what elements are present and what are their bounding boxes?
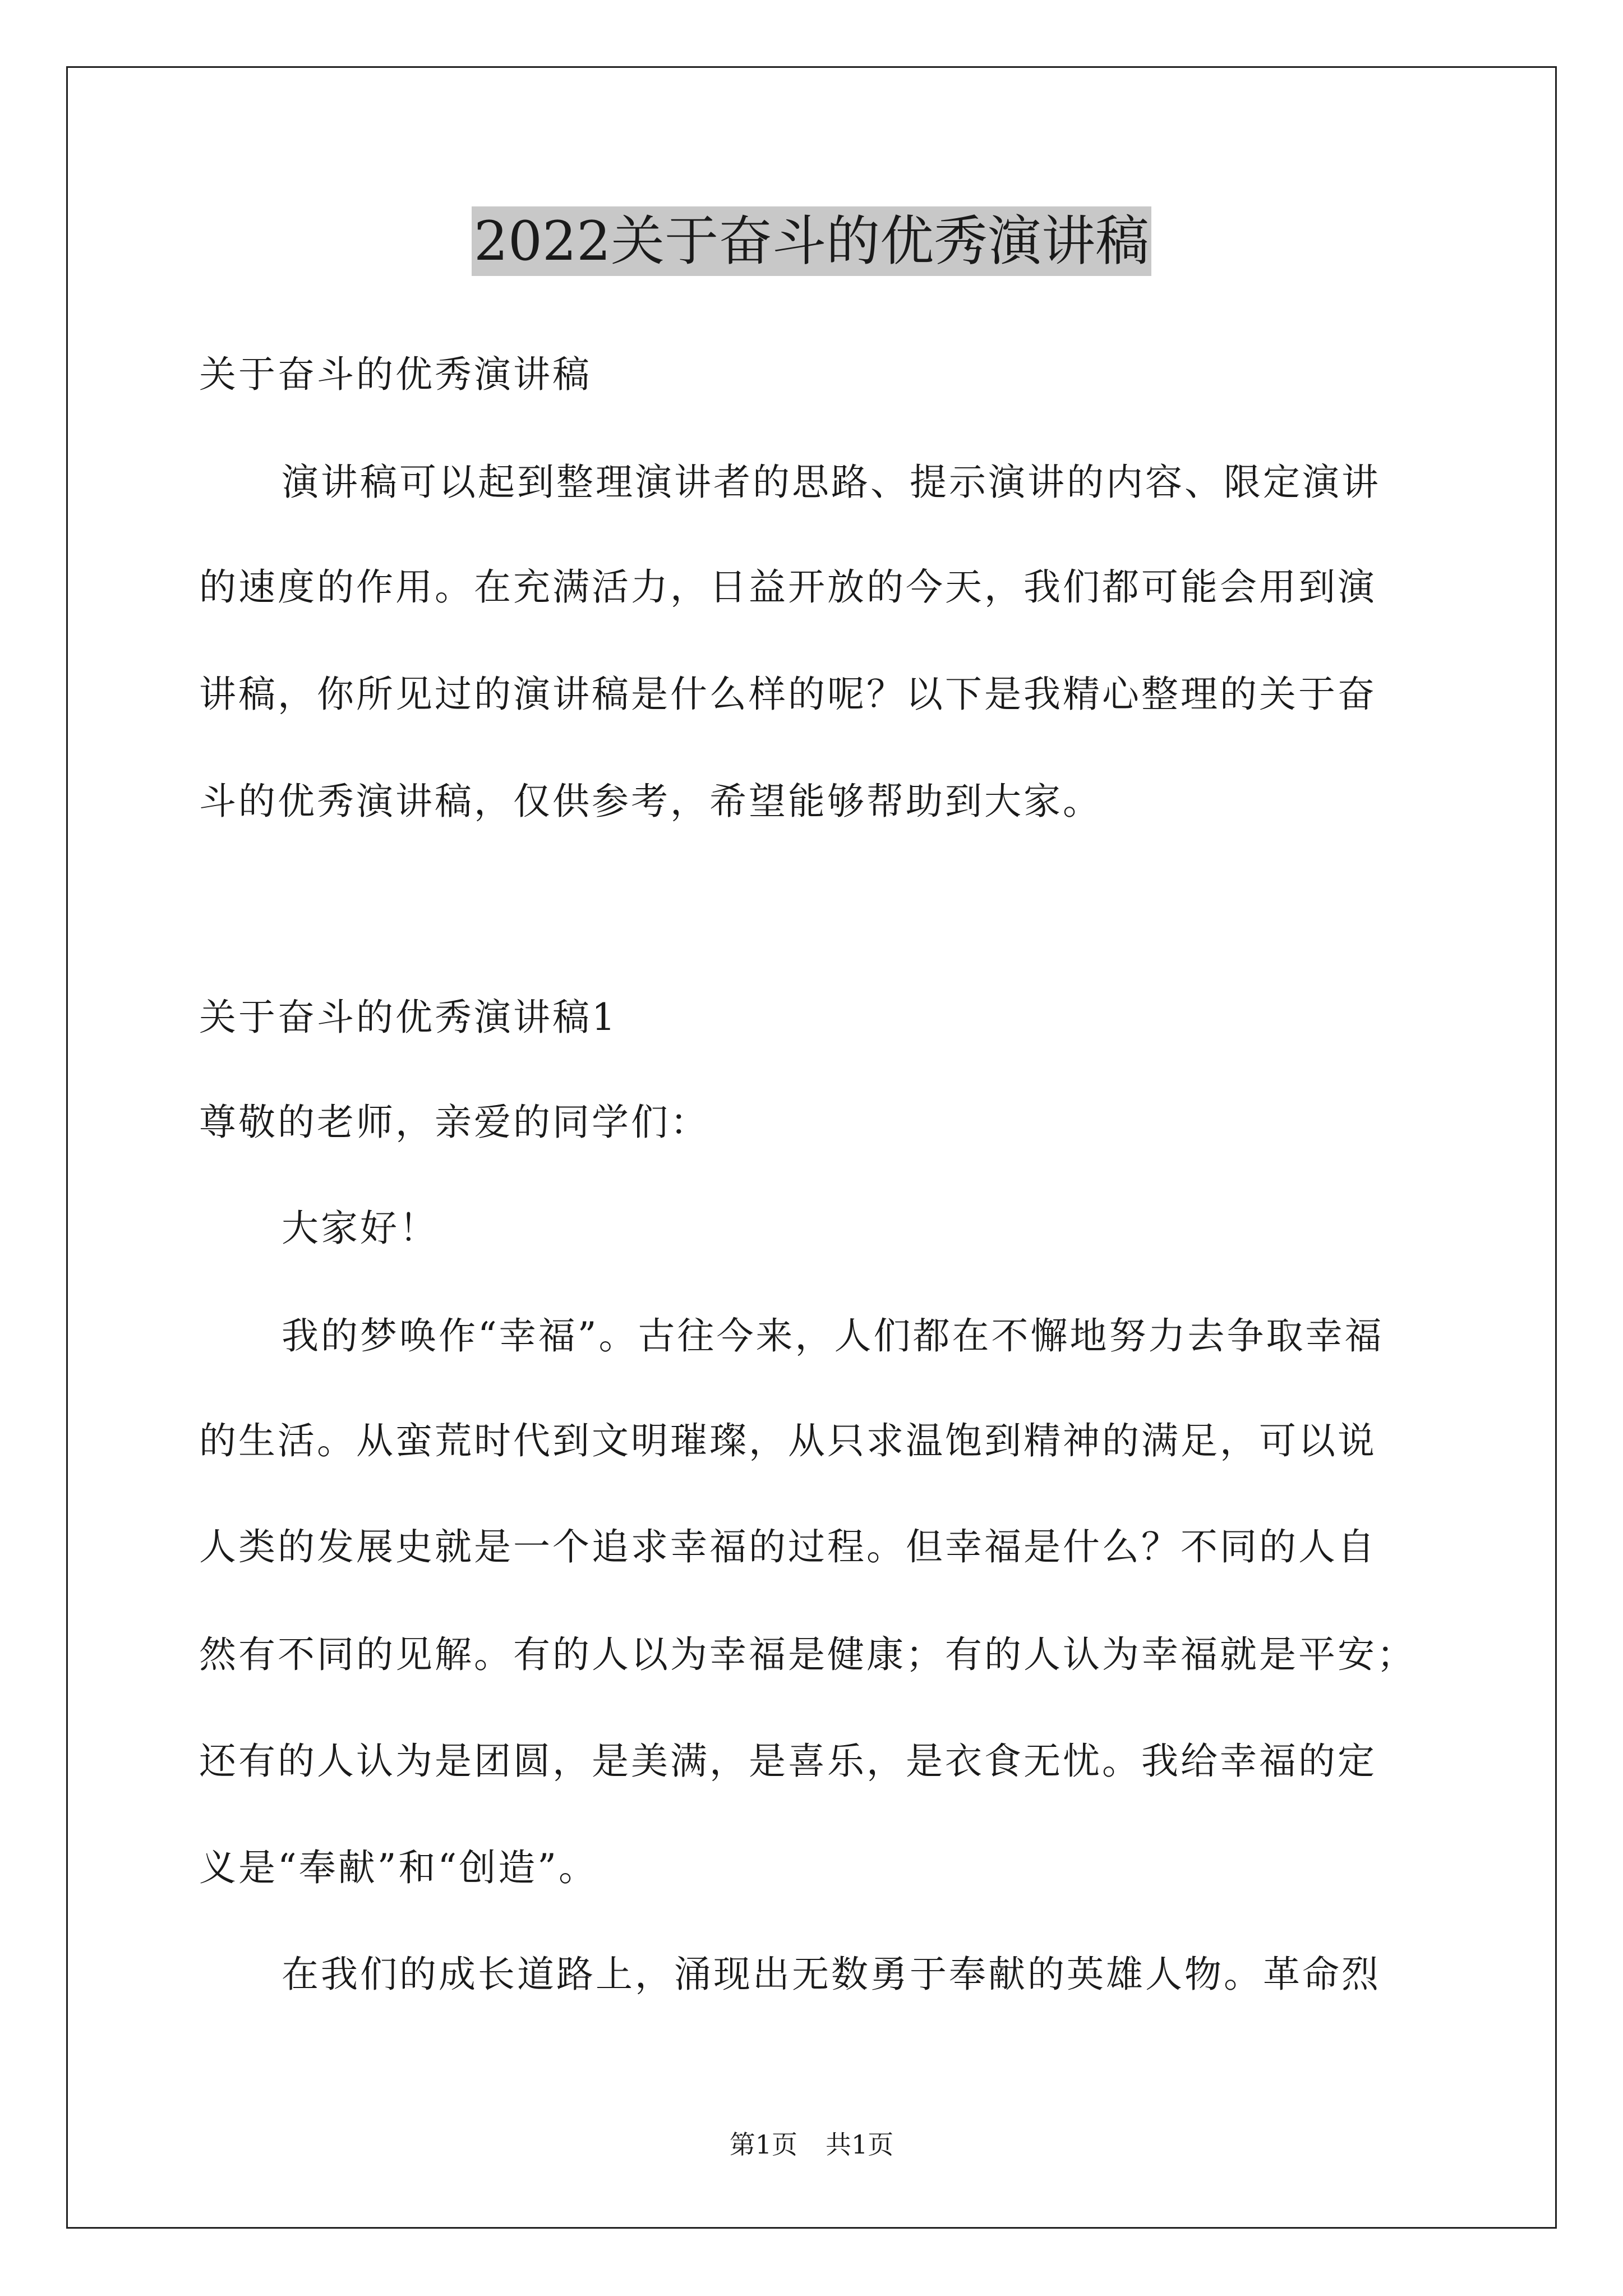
paragraph-line: 义是“奉献”和“创造”。 xyxy=(199,1846,598,1889)
paragraph-line: 还有的人认为是团圆，是美满，是喜乐，是衣食无忧。我给幸福的定 xyxy=(199,1740,1377,1783)
intro-line: 讲稿，你所见过的演讲稿是什么样的呢？以下是我精心整理的关于奋 xyxy=(199,673,1377,716)
page-footer xyxy=(0,2128,1623,2161)
page-number: 第1页 xyxy=(729,2129,797,2160)
paragraph-line: 我的梦唤作“幸福”。古往今来，人们都在不懈地努力去争取幸福 xyxy=(282,1314,1384,1358)
intro-line: 斗的优秀演讲稿，仅供参考，希望能够帮助到大家。 xyxy=(199,780,1102,823)
intro-line: 的速度的作用。在充满活力，日益开放的今天，我们都可能会用到演 xyxy=(199,565,1377,609)
document-subtitle: 关于奋斗的优秀演讲稿 xyxy=(199,353,592,396)
greeting: 大家好！ xyxy=(282,1207,439,1250)
document-title xyxy=(0,205,1623,278)
salutation: 尊敬的老师，亲爱的同学们： xyxy=(199,1101,709,1144)
paragraph-line: 然有不同的见解。有的人以为幸福是健康；有的人认为幸福就是平安； xyxy=(199,1633,1416,1676)
document-title-text: 2022关于奋斗的优秀演讲稿 xyxy=(472,206,1151,276)
section-heading: 关于奋斗的优秀演讲稿1 xyxy=(199,996,617,1039)
page-total: 共1页 xyxy=(826,2129,894,2160)
paragraph-line: 在我们的成长道路上，涌现出无数勇于奉献的英雄人物。革命烈 xyxy=(282,1953,1381,1996)
paragraph-line: 人类的发展史就是一个追求幸福的过程。但幸福是什么？不同的人自 xyxy=(199,1525,1377,1568)
intro-line: 演讲稿可以起到整理演讲者的思路、提示演讲的内容、限定演讲 xyxy=(282,461,1381,504)
paragraph-line: 的生活。从蛮荒时代到文明璀璨，从只求温饱到精神的满足，可以说 xyxy=(199,1419,1377,1462)
